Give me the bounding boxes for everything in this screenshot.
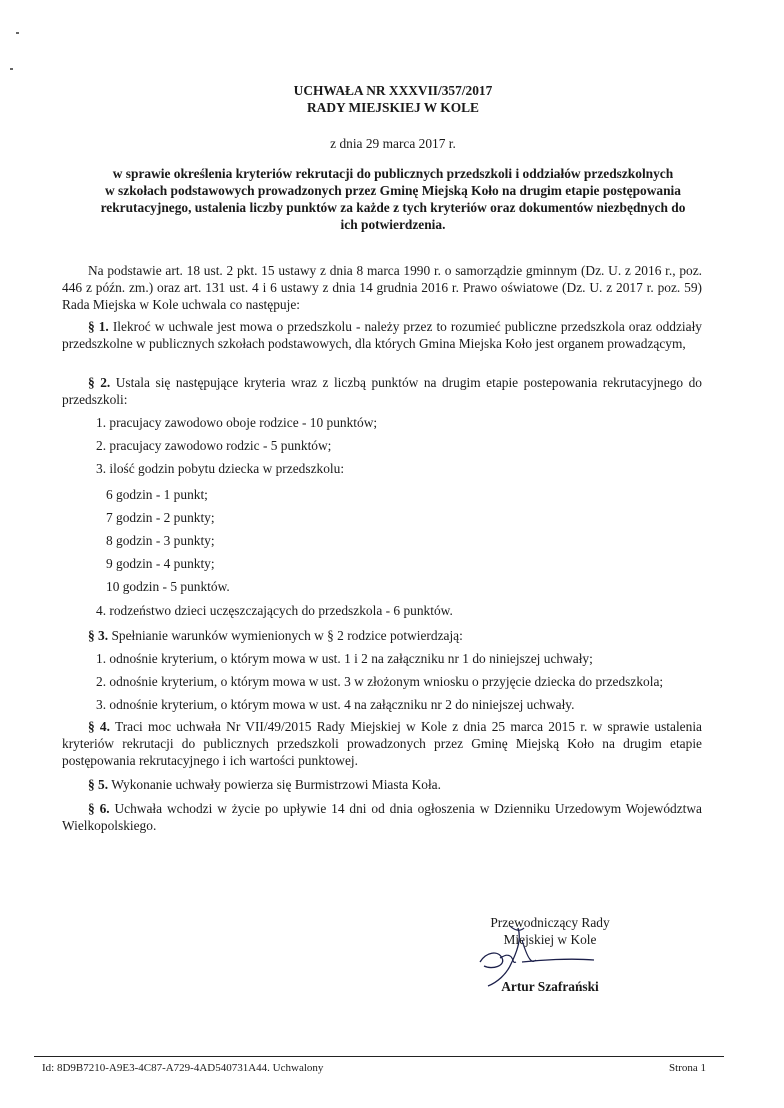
- section-5: [88, 776, 441, 793]
- section-text: Traci moc uchwała Nr VII/49/2015 Rady Miejskiej w Kole z dnia 25 marca 2015 r. w sprawie ustalenia kryteriów rekrutacji do publicznych przedszkoli prowadzonych przez Gminę Miejską Koło na drugim etapie postępowania rekrutacyjnego i ich wartości punktowej.: [62, 719, 702, 768]
- hours-item: 10 godzin - 5 punktów.: [106, 579, 230, 594]
- section-text: Uchwała wchodzi w życie po upływie 14 dni od dnia ogłoszenia w Dzienniku Urzedowym Województwa Wielkopolskiego.: [62, 801, 703, 833]
- list-item: 1. odnośnie kryterium, o którym mowa w ust. 1 i 2 na załączniku nr 1 do niniejszej uchwały;: [96, 651, 593, 666]
- hours-item: 7 godzin - 2 punkty;: [106, 510, 215, 525]
- section-mark: § 4.: [88, 719, 110, 734]
- section-mark: § 6.: [88, 801, 110, 816]
- resolution-date: z dnia 29 marca 2017 r.: [330, 136, 456, 151]
- list-item: 2. pracujacy zawodowo rodzic - 5 punktów;: [96, 438, 332, 453]
- section-text: Ustala się następujące kryteria wraz z liczbą punktów na drugim etapie postepowania rekrutacyjnego do przedszkoli:: [62, 375, 702, 407]
- preamble: [62, 262, 702, 313]
- section-mark: § 1.: [88, 319, 109, 334]
- section-3: [88, 627, 463, 644]
- scan-mark: [10, 68, 13, 70]
- signatory-role: Przewodniczący Rady: [490, 915, 610, 930]
- section-mark: § 5.: [88, 777, 109, 792]
- signatory-council: Miejskiej w Kole: [503, 932, 597, 947]
- resolution-title: UCHWAŁA NR XXXVII/357/2017: [293, 83, 493, 98]
- page-number: Strona 1: [669, 1062, 706, 1074]
- subject-line: w szkołach podstawowych prowadzonych przez Gminę Miejską Koło na drugim etapie postępowania: [105, 183, 681, 198]
- footer-rule: [34, 1056, 724, 1057]
- section-text: Ilekroć w uchwale jest mowa o przedszkolu - należy przez to rozumieć publiczne przedszkola oraz oddziały przedszkolne w publicznych szkołach podstawowych, dla których Gmina Miejska Koło jest organem prowadzącym,: [62, 319, 702, 351]
- list-item: 1. pracujacy zawodowo oboje rodzice - 10 punktów;: [96, 415, 378, 430]
- subject-line: rekrutacyjnego, ustalenia liczby punktów za każde z tych kryteriów oraz dokumentów niezbędnych do: [100, 200, 686, 215]
- section-1: [62, 318, 702, 352]
- resolution-subtitle: RADY MIEJSKIEJ W KOLE: [306, 100, 479, 115]
- list-item: 2. odnośnie kryterium, o którym mowa w ust. 3 w złożonym wniosku o przyjęcie dziecka do przedszkola;: [96, 674, 664, 689]
- section-2: [62, 374, 702, 408]
- section-4: [62, 718, 702, 769]
- section-text: Wykonanie uchwały powierza się Burmistrzowi Miasta Koła.: [108, 777, 441, 792]
- section-mark: § 3.: [88, 628, 109, 643]
- hours-item: 8 godzin - 3 punkty;: [106, 533, 215, 548]
- hours-item: 6 godzin - 1 punkt;: [106, 487, 208, 502]
- signatory-name: Artur Szafrański: [501, 979, 599, 994]
- list-item: 3. odnośnie kryterium, o którym mowa w ust. 4 na załączniku nr 2 do niniejszej uchwały.: [96, 697, 575, 712]
- section-mark: § 2.: [88, 375, 111, 390]
- scan-mark: [16, 32, 19, 34]
- document-id: Id: 8D9B7210-A9E3-4C87-A729-4AD540731A44. Uchwalony: [42, 1062, 324, 1074]
- list-item: 4. rodzeństwo dzieci uczęszczających do przedszkola - 6 punktów.: [96, 603, 453, 618]
- subject-line: ich potwierdzenia.: [340, 217, 446, 232]
- subject-line: w sprawie określenia kryteriów rekrutacji do publicznych przedszkoli i oddziałów przedszkolnych: [112, 166, 674, 181]
- section-6: [62, 800, 702, 834]
- hours-item: 9 godzin - 4 punkty;: [106, 556, 215, 571]
- section-text: Spełnianie warunków wymienionych w § 2 rodzice potwierdzają:: [108, 628, 463, 643]
- preamble-text: Na podstawie art. 18 ust. 2 pkt. 15 ustawy z dnia 8 marca 1990 r. o samorządzie gminnym (Dz. U. z 2016 r., poz. 446 z późn. zm.) oraz art. 131 ust. 4 i 6 ustawy z dnia 14 grudnia 2016 r. Prawo oświatowe (Dz. U. z 2017 r. poz. 59) Rada Miejska w Kole uchwala co następuje:: [62, 263, 702, 312]
- list-item: 3. ilość godzin pobytu dziecka w przedszkolu:: [96, 461, 345, 476]
